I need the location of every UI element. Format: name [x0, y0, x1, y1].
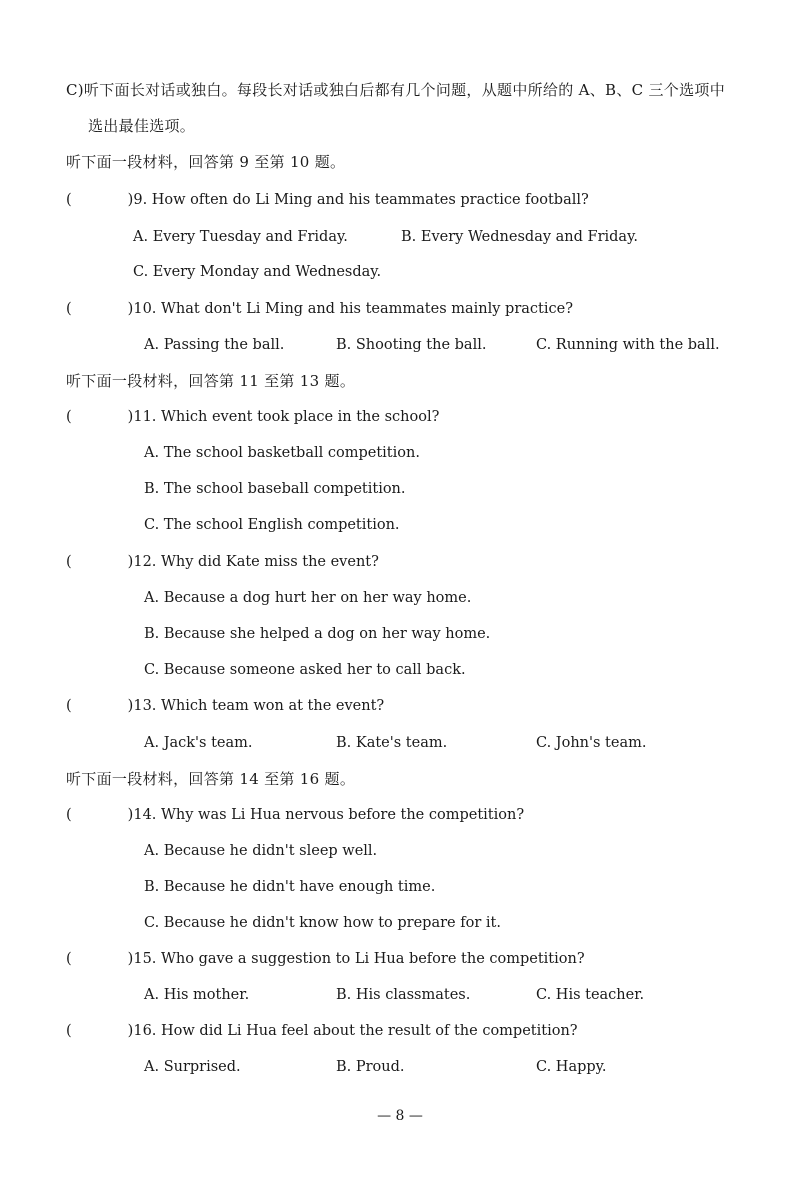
section-header-14-16: 听下面一段材料，回答第 14 至第 16 题。: [66, 770, 356, 788]
option-10-c: C. Running with the ball.: [536, 337, 720, 353]
option-10-a: A. Passing the ball.: [144, 337, 285, 353]
answer-paren-close: ): [127, 951, 134, 967]
page-number: — 8 —: [377, 1108, 423, 1124]
option-13-c: C. John's team.: [536, 735, 647, 751]
option-14-b: B. Because he didn't have enough time.: [144, 879, 436, 895]
question-12: [66, 552, 379, 572]
question-text: 11. Which event took place in the school?: [133, 409, 440, 425]
question-10: [66, 299, 573, 319]
option-13-a: A. Jack's team.: [144, 735, 253, 751]
answer-paren-close: ): [127, 554, 134, 570]
question-11: [66, 407, 439, 427]
answer-paren-close: ): [127, 192, 134, 208]
answer-paren-open: (: [66, 698, 72, 714]
section-header-11-13: 听下面一段材料，回答第 11 至第 13 题。: [66, 372, 356, 390]
option-14-c: C. Because he didn't know how to prepare for it.: [144, 915, 501, 931]
option-15-b: B. His classmates.: [336, 987, 471, 1003]
question-16: [66, 1021, 578, 1041]
option-12-c: C. Because someone asked her to call back.: [144, 662, 466, 678]
option-9-c: C. Every Monday and Wednesday.: [133, 264, 382, 280]
option-14-a: A. Because he didn't sleep well.: [144, 843, 378, 859]
answer-paren-open: (: [66, 807, 72, 823]
option-11-b: B. The school baseball competition.: [144, 481, 406, 497]
question-text: 15. Who gave a suggestion to Li Hua before the competition?: [133, 951, 585, 967]
question-13: [66, 696, 384, 716]
answer-paren-open: (: [66, 192, 72, 208]
option-16-a: A. Surprised.: [144, 1059, 241, 1075]
question-text: 12. Why did Kate miss the event?: [133, 554, 379, 570]
option-11-a: A. The school basketball competition.: [144, 445, 420, 461]
option-15-c: C. His teacher.: [536, 987, 645, 1003]
option-15-a: A. His mother.: [144, 987, 250, 1003]
question-14: [66, 805, 524, 825]
question-text: 16. How did Li Hua feel about the result of the competition?: [133, 1023, 578, 1039]
option-9-b: B. Every Wednesday and Friday.: [401, 229, 638, 245]
option-16-b: B. Proud.: [336, 1059, 405, 1075]
instruction-line-2: 选出最佳选项。: [88, 117, 196, 135]
question-15: [66, 949, 585, 969]
question-text: 14. Why was Li Hua nervous before the competition?: [133, 807, 525, 823]
answer-paren-open: (: [66, 951, 72, 967]
question-9: [66, 190, 589, 210]
option-9-a: A. Every Tuesday and Friday.: [133, 229, 348, 245]
instruction-line-1: C)听下面长对话或独白。每段长对话或独白后都有几个问题，从题中所给的 A、B、C 三个选项中: [66, 81, 726, 99]
option-13-b: B. Kate's team.: [336, 735, 448, 751]
answer-paren-close: ): [127, 807, 134, 823]
answer-paren-close: ): [127, 698, 134, 714]
question-text: 10. What don't Li Ming and his teammates mainly practice?: [133, 301, 573, 317]
option-12-b: B. Because she helped a dog on her way home.: [144, 626, 491, 642]
answer-paren-open: (: [66, 301, 72, 317]
option-12-a: A. Because a dog hurt her on her way home.: [144, 590, 472, 606]
option-16-c: C. Happy.: [536, 1059, 607, 1075]
answer-paren-open: (: [66, 409, 72, 425]
option-11-c: C. The school English competition.: [144, 517, 400, 533]
question-text: 13. Which team won at the event?: [133, 698, 385, 714]
answer-paren-open: (: [66, 554, 72, 570]
option-10-b: B. Shooting the ball.: [336, 337, 487, 353]
answer-paren-close: ): [127, 1023, 134, 1039]
answer-paren-close: ): [127, 301, 134, 317]
answer-paren-close: ): [127, 409, 134, 425]
answer-paren-open: (: [66, 1023, 72, 1039]
question-text: 9. How often do Li Ming and his teammates practice football?: [133, 192, 589, 208]
section-header-9-10: 听下面一段材料，回答第 9 至第 10 题。: [66, 153, 346, 171]
